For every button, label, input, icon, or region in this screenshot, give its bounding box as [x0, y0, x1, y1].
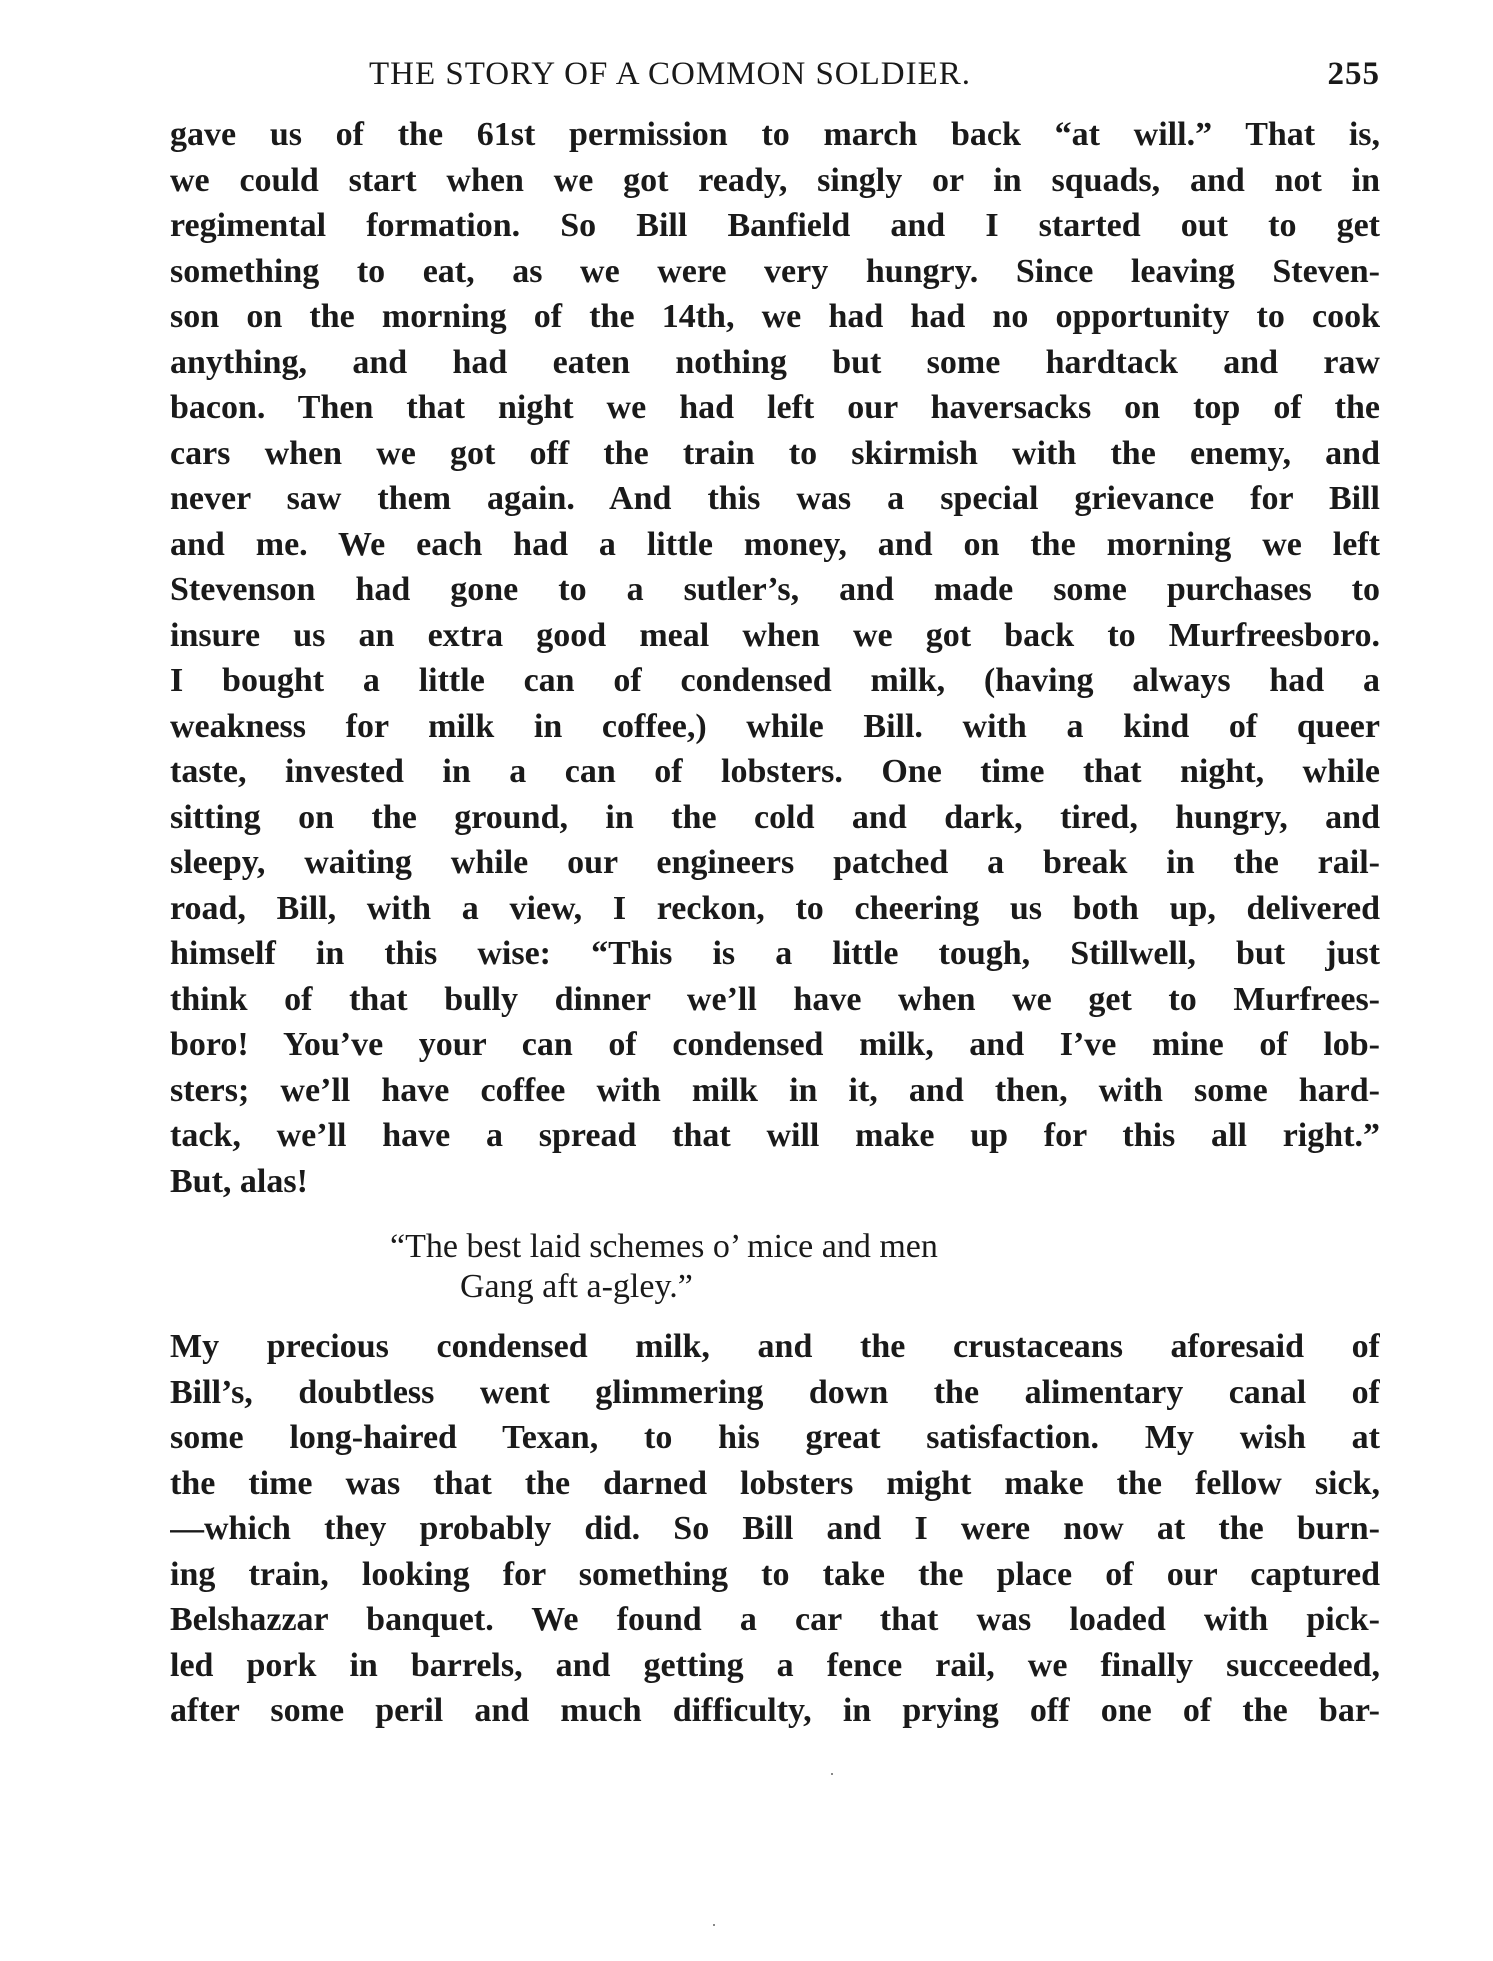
text-line: never saw them again. And this was a special grievance for Bill: [170, 480, 1380, 517]
text-line: we could start when we got ready, singly or in squads, and not in: [170, 161, 1380, 199]
text-line: weakness for milk in coffee,) while Bill. with a kind of queer: [170, 707, 1380, 745]
scan-speck: [831, 1773, 833, 1775]
text-line: insure us an extra good meal when we got back to Murfreesboro.: [170, 616, 1380, 654]
text-line: Stevenson had gone to a sutler’s, and made some purchases to: [170, 571, 1380, 608]
page-number: 255: [1327, 56, 1380, 92]
text-line: cars when we got off the train to skirmish with the enemy, and: [170, 434, 1380, 472]
verse-line: “The best laid schemes o’ mice and men: [390, 1228, 938, 1265]
running-title: THE STORY OF A COMMON SOLDIER.: [368, 56, 972, 92]
text-line: gave us of the 61st permission to march back “at will.” That is,: [170, 116, 1380, 153]
text-line: tack, we’ll have a spread that will make up for this all right.”: [170, 1117, 1380, 1154]
running-head: [170, 56, 1380, 104]
text-line: road, Bill, with a view, I reckon, to cheering us both up, delivered: [170, 889, 1380, 927]
text-line: the time was that the darned lobsters might make the fellow sick,: [170, 1464, 1380, 1502]
paragraph-2: [170, 1324, 1380, 1734]
text-line: ing train, looking for something to take the place of our captured: [170, 1555, 1380, 1593]
text-line: Bill’s, doubtless went glimmering down the alimentary canal of: [170, 1373, 1380, 1411]
scan-speck: [713, 1924, 715, 1926]
text-line: sters; we’ll have coffee with milk in it, and then, with some hard-: [170, 1071, 1380, 1109]
text-line: regimental formation. So Bill Banfield and I started out to get: [170, 207, 1380, 244]
text-line: something to eat, as we were very hungry. Since leaving Steven-: [170, 252, 1380, 290]
text-line: bacon. Then that night we had left our haversacks on top of the: [170, 389, 1380, 426]
text-line: himself in this wise: “This is a little tough, Stillwell, but just: [170, 935, 1380, 972]
text-line: taste, invested in a can of lobsters. One time that night, while: [170, 753, 1380, 790]
text-line: anything, and had eaten nothing but some hardtack and raw: [170, 343, 1380, 381]
text-line: some long-haired Texan, to his great satisfaction. My wish at: [170, 1419, 1380, 1456]
text-line: sitting on the ground, in the cold and dark, tired, hungry, and: [170, 798, 1380, 836]
text-line: My precious condensed milk, and the crustaceans aforesaid of: [170, 1328, 1380, 1365]
text-line: led pork in barrels, and getting a fence rail, we finally succeeded,: [170, 1646, 1380, 1684]
verse-line: Gang aft a-gley.”: [460, 1268, 693, 1305]
text-line: think of that bully dinner we’ll have when we get to Murfrees-: [170, 980, 1380, 1018]
text-line: sleepy, waiting while our engineers patched a break in the rail-: [170, 844, 1380, 881]
text-line: —which they probably did. So Bill and I were now at the burn-: [170, 1510, 1380, 1547]
text-line: son on the morning of the 14th, we had had no opportunity to cook: [170, 298, 1380, 335]
paragraph-1: [170, 112, 1380, 1204]
text-line: after some peril and much difficulty, in prying off one of the bar-: [170, 1692, 1380, 1729]
text-line: But, alas!: [170, 1162, 308, 1200]
text-line: I bought a little can of condensed milk, (having always had a: [170, 662, 1380, 699]
verse-quotation: [390, 1227, 938, 1307]
text-line: boro! You’ve your can of condensed milk, and I’ve mine of lob-: [170, 1026, 1380, 1063]
text-line: and me. We each had a little money, and on the morning we left: [170, 525, 1380, 563]
text-line: Belshazzar banquet. We found a car that was loaded with pick-: [170, 1601, 1380, 1638]
